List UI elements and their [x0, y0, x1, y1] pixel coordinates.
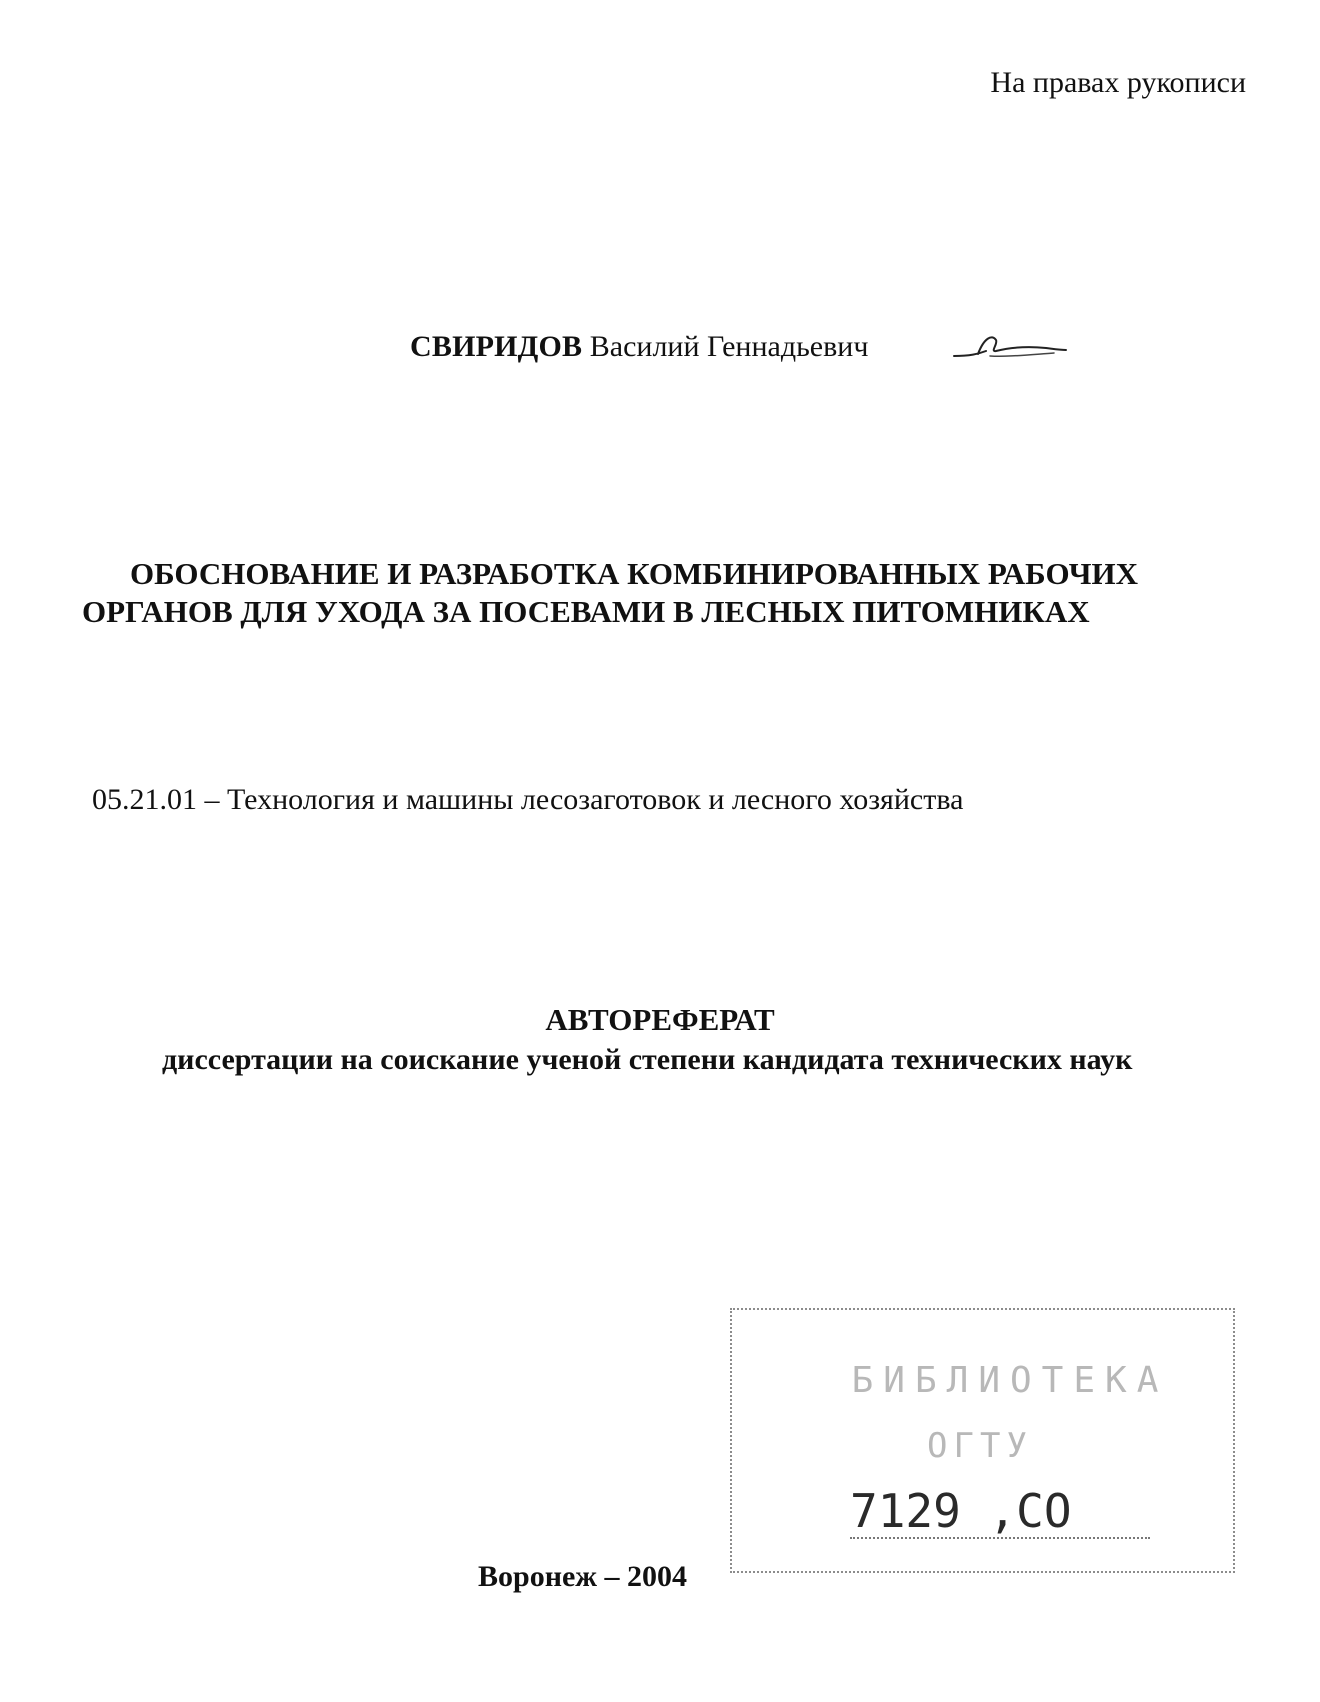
title-line-1: ОБОСНОВАНИЕ И РАЗРАБОТКА КОМБИНИРОВАННЫХ РАБОЧИХ	[130, 556, 1139, 591]
author-line	[410, 330, 868, 363]
specialty-code-line: 05.21.01 – Технология и машины лесозаготовок и лесного хозяйства	[92, 783, 964, 816]
stamp-library-label: БИБЛИОТЕКА	[851, 1360, 1169, 1401]
library-stamp	[730, 1308, 1235, 1573]
author-surname: СВИРИДОВ	[410, 330, 583, 363]
stamp-inventory-number: 7129 ,СО	[850, 1486, 1150, 1539]
manuscript-rights-note: На правах рукописи	[990, 66, 1246, 99]
document-subtitle: диссертации на соискание ученой степени кандидата технических наук	[162, 1043, 1133, 1076]
city-year: Воронеж – 2004	[478, 1560, 688, 1593]
author-signature	[950, 326, 1070, 368]
stamp-institution-label: ОГТУ	[927, 1426, 1033, 1466]
title-line-2: ОРГАНОВ ДЛЯ УХОДА ЗА ПОСЕВАМИ В ЛЕСНЫХ ПИТОМНИКАХ	[82, 593, 1090, 629]
document-type-heading: АВТОРЕФЕРАТ	[545, 1002, 775, 1037]
author-given-names: Василий Геннадьевич	[589, 330, 869, 363]
dissertation-title	[82, 555, 1262, 631]
